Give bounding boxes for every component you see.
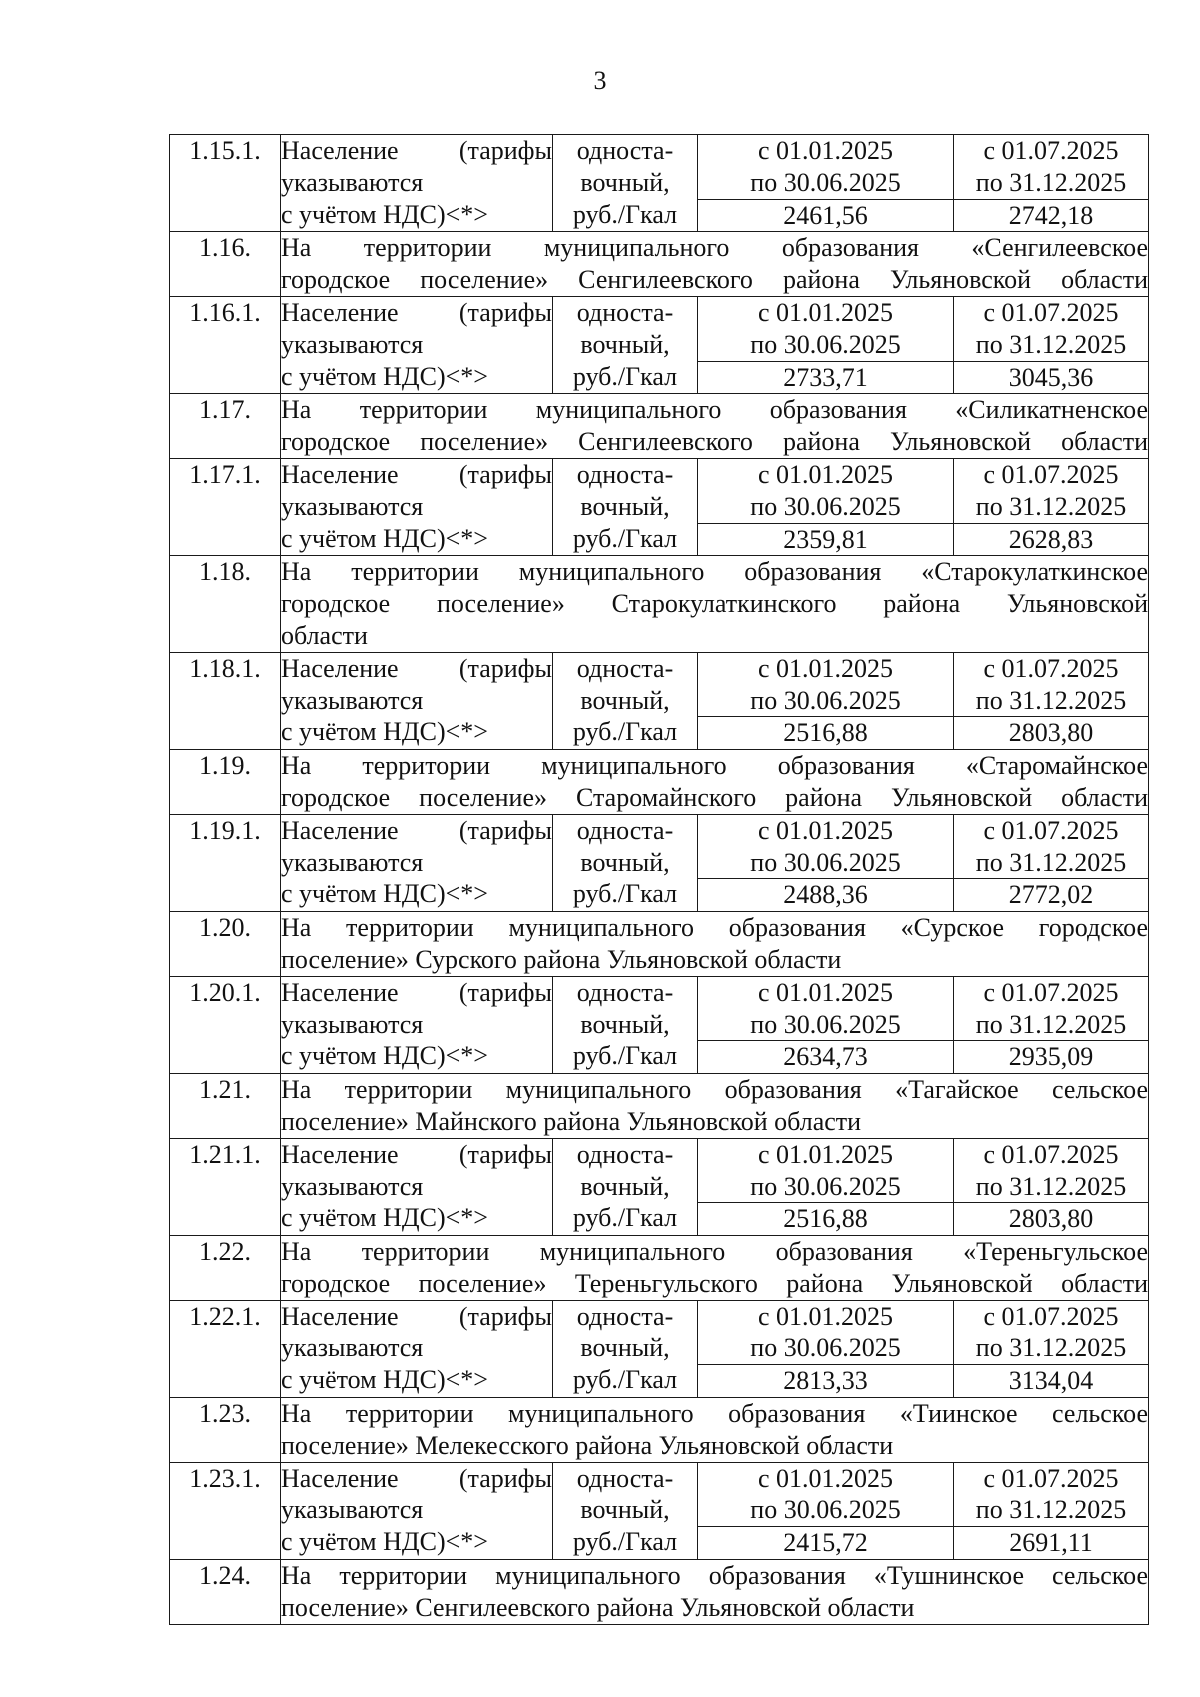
rate-type-line: односта- — [576, 977, 674, 1007]
period-line: по 30.06.2025 — [750, 1171, 901, 1201]
rate-type-line: вочный, — [580, 491, 670, 521]
consumer-category-line: Население (тарифы — [281, 136, 552, 165]
row-number: 1.20. — [170, 912, 281, 977]
territory-row — [170, 1236, 1149, 1301]
territory-description — [281, 750, 1149, 815]
consumer-category-line: Население (тарифы — [281, 653, 552, 683]
period-line: с 01.01.2025 — [757, 977, 894, 1007]
territory-line: поселение» Мелекесского района Ульяновской области — [281, 1430, 894, 1460]
territory-description — [281, 912, 1149, 977]
rate-type — [553, 652, 698, 749]
consumer-category-line: указываются — [281, 167, 424, 197]
period-line: по 31.12.2025 — [975, 847, 1127, 877]
territory-line: На территории муниципального образования «Сурское городское — [281, 913, 1148, 943]
period-line: с 01.07.2025 — [983, 815, 1119, 845]
tariff-row — [170, 458, 1149, 523]
rate-type-line: руб./Гкал — [572, 361, 678, 391]
tariff-value-second-half: 2803,80 — [954, 717, 1149, 750]
period-line: по 30.06.2025 — [750, 329, 901, 359]
rate-type — [553, 296, 698, 393]
territory-line: На территории муниципального образования «Тушнинское сельское — [281, 1561, 1148, 1591]
rate-type-line: руб./Гкал — [572, 199, 678, 229]
rate-type-line: вочный, — [580, 1495, 670, 1525]
period-line: с 01.07.2025 — [983, 459, 1119, 489]
period-first-half — [698, 135, 954, 200]
rate-type-line: руб./Гкал — [572, 1203, 678, 1233]
consumer-category — [281, 135, 553, 232]
row-number: 1.16.1. — [170, 296, 281, 393]
rate-type — [553, 1138, 698, 1235]
rate-type — [553, 1300, 698, 1397]
period-second-half — [954, 296, 1149, 361]
consumer-category-line: указываются — [281, 491, 424, 521]
period-line: с 01.01.2025 — [757, 653, 894, 683]
period-line: по 31.12.2025 — [975, 685, 1127, 715]
period-second-half — [954, 976, 1149, 1041]
territory-line: городское поселение» Сенгилеевского района Ульяновской области — [281, 265, 1148, 295]
row-number: 1.21.1. — [170, 1138, 281, 1235]
period-line: с 01.07.2025 — [983, 1301, 1119, 1331]
period-line: по 31.12.2025 — [975, 491, 1127, 521]
consumer-category-line: с учётом НДС)<*> — [281, 1527, 488, 1557]
row-number: 1.16. — [170, 232, 281, 297]
rate-type-line: руб./Гкал — [572, 523, 678, 553]
rate-type — [553, 976, 698, 1073]
period-line: с 01.01.2025 — [757, 1463, 894, 1493]
rate-type-line: односта- — [576, 1301, 674, 1331]
row-number: 1.23.1. — [170, 1462, 281, 1559]
territory-line: поселение» Майнского района Ульяновской области — [281, 1106, 862, 1136]
consumer-category-line: указываются — [281, 1171, 424, 1201]
period-first-half — [698, 458, 954, 523]
period-line: с 01.07.2025 — [983, 977, 1119, 1007]
rate-type-line: вочный, — [580, 685, 670, 715]
rate-type-line: вочный, — [580, 167, 670, 197]
tariff-row — [170, 814, 1149, 879]
consumer-category-line: указываются — [281, 1009, 424, 1039]
territory-row — [170, 1398, 1149, 1463]
period-line: по 31.12.2025 — [975, 1171, 1127, 1201]
territory-description — [281, 394, 1149, 459]
row-number: 1.15.1. — [170, 135, 281, 232]
row-number: 1.22.1. — [170, 1300, 281, 1397]
period-line: с 01.01.2025 — [757, 1139, 894, 1169]
rate-type-line: вочный, — [580, 329, 670, 359]
period-line: с 01.07.2025 — [983, 297, 1119, 327]
territory-description — [281, 1398, 1149, 1463]
period-second-half — [954, 135, 1149, 200]
period-second-half — [954, 1138, 1149, 1203]
period-line: по 31.12.2025 — [975, 329, 1127, 359]
period-second-half — [954, 1300, 1149, 1365]
consumer-category-line: Население (тарифы — [281, 1463, 552, 1493]
page-number: 3 — [593, 66, 607, 95]
territory-line: На территории муниципального образования «Старокулаткинское — [281, 557, 1148, 587]
period-line: с 01.01.2025 — [757, 136, 894, 165]
tariff-value-second-half: 2742,18 — [954, 199, 1149, 232]
tariff-row — [170, 135, 1149, 200]
period-line: по 30.06.2025 — [750, 1495, 901, 1525]
tariff-value-first-half: 2634,73 — [698, 1041, 954, 1074]
tariff-value-first-half: 2516,88 — [698, 717, 954, 750]
period-line: с 01.01.2025 — [757, 815, 894, 845]
consumer-category — [281, 652, 553, 749]
tariff-table — [169, 134, 1149, 1625]
rate-type-line: руб./Гкал — [572, 879, 678, 909]
rate-type-line: односта- — [576, 297, 674, 327]
period-line: с 01.01.2025 — [757, 1301, 894, 1331]
row-number: 1.20.1. — [170, 976, 281, 1073]
territory-line: городское поселение» Тереньгульского района Ульяновской области — [281, 1268, 1148, 1298]
territory-description — [281, 1560, 1149, 1625]
period-second-half — [954, 1462, 1149, 1527]
period-line: по 30.06.2025 — [750, 491, 901, 521]
territory-row — [170, 750, 1149, 815]
territory-line: городское поселение» Старомайнского района Ульяновской области — [281, 782, 1148, 812]
territory-description — [281, 1236, 1149, 1301]
period-line: по 31.12.2025 — [975, 1009, 1127, 1039]
territory-description — [281, 232, 1149, 297]
rate-type — [553, 135, 698, 232]
tariff-value-first-half: 2813,33 — [698, 1365, 954, 1398]
row-number: 1.17.1. — [170, 458, 281, 555]
consumer-category-line: с учётом НДС)<*> — [281, 1365, 488, 1395]
territory-line: На территории муниципального образования «Тиинское сельское — [281, 1399, 1148, 1429]
territory-line: На территории муниципального образования «Силикатненское — [281, 395, 1148, 425]
tariff-value-first-half: 2415,72 — [698, 1527, 954, 1560]
rate-type — [553, 814, 698, 911]
consumer-category-line: с учётом НДС)<*> — [281, 523, 488, 553]
territory-row — [170, 912, 1149, 977]
tariff-value-first-half: 2488,36 — [698, 879, 954, 912]
consumer-category-line: Население (тарифы — [281, 1139, 552, 1169]
consumer-category — [281, 1138, 553, 1235]
period-first-half — [698, 814, 954, 879]
rate-type — [553, 458, 698, 555]
rate-type-line: вочный, — [580, 1009, 670, 1039]
consumer-category — [281, 296, 553, 393]
tariff-row — [170, 1300, 1149, 1365]
territory-line: поселение» Сурского района Ульяновской области — [281, 944, 842, 974]
consumer-category-line: с учётом НДС)<*> — [281, 361, 488, 391]
tariff-value-first-half: 2461,56 — [698, 199, 954, 232]
consumer-category — [281, 814, 553, 911]
territory-row — [170, 232, 1149, 297]
consumer-category-line: Население (тарифы — [281, 459, 552, 489]
period-line: по 30.06.2025 — [750, 685, 901, 715]
consumer-category-line: Население (тарифы — [281, 977, 552, 1007]
tariff-value-second-half: 3045,36 — [954, 361, 1149, 394]
period-line: с 01.01.2025 — [757, 459, 894, 489]
period-line: по 30.06.2025 — [750, 847, 901, 877]
rate-type-line: вочный, — [580, 847, 670, 877]
period-line: по 30.06.2025 — [750, 167, 901, 197]
territory-line: На территории муниципального образования «Сенгилеевское — [281, 233, 1148, 263]
tariff-table-body — [170, 135, 1149, 1625]
period-first-half — [698, 976, 954, 1041]
rate-type-line: руб./Гкал — [572, 717, 678, 747]
rate-type-line: односта- — [576, 653, 674, 683]
tariff-value-second-half: 2772,02 — [954, 879, 1149, 912]
period-first-half — [698, 1138, 954, 1203]
rate-type-line: вочный, — [580, 1171, 670, 1201]
rate-type-line: руб./Гкал — [572, 1365, 678, 1395]
territory-description — [281, 556, 1149, 652]
rate-type-line: односта- — [576, 1463, 674, 1493]
territory-line: На территории муниципального образования «Старомайнское — [281, 751, 1148, 781]
period-line: по 31.12.2025 — [975, 1495, 1127, 1525]
rate-type-line: односта- — [576, 1139, 674, 1169]
row-number: 1.24. — [170, 1560, 281, 1625]
period-first-half — [698, 1300, 954, 1365]
period-line: с 01.07.2025 — [983, 1139, 1119, 1169]
rate-type-line: руб./Гкал — [572, 1527, 678, 1557]
consumer-category-line: Население (тарифы — [281, 297, 552, 327]
consumer-category — [281, 1462, 553, 1559]
tariff-row — [170, 652, 1149, 717]
territory-row — [170, 1560, 1149, 1625]
period-first-half — [698, 1462, 954, 1527]
period-line: с 01.07.2025 — [983, 1463, 1119, 1493]
period-second-half — [954, 458, 1149, 523]
row-number: 1.18.1. — [170, 652, 281, 749]
row-number: 1.19.1. — [170, 814, 281, 911]
tariff-value-first-half: 2516,88 — [698, 1203, 954, 1236]
consumer-category-line: с учётом НДС)<*> — [281, 879, 488, 909]
period-second-half — [954, 652, 1149, 717]
consumer-category-line: указываются — [281, 329, 424, 359]
territory-line: области — [281, 620, 368, 650]
territory-row — [170, 394, 1149, 459]
consumer-category-line: указываются — [281, 685, 424, 715]
tariff-value-second-half: 2935,09 — [954, 1041, 1149, 1074]
rate-type — [553, 1462, 698, 1559]
consumer-category-line: Население (тарифы — [281, 815, 552, 845]
row-number: 1.21. — [170, 1074, 281, 1139]
consumer-category-line: Население (тарифы — [281, 1301, 552, 1331]
territory-line: городское поселение» Сенгилеевского района Ульяновской области — [281, 427, 1148, 457]
period-first-half — [698, 296, 954, 361]
tariff-value-first-half: 2733,71 — [698, 361, 954, 394]
period-line: с 01.07.2025 — [983, 653, 1119, 683]
period-first-half — [698, 652, 954, 717]
consumer-category-line: с учётом НДС)<*> — [281, 1203, 488, 1233]
tariff-value-second-half: 2691,11 — [954, 1527, 1149, 1560]
territory-line: На территории муниципального образования «Тагайское сельское — [281, 1075, 1148, 1105]
consumer-category-line: с учётом НДС)<*> — [281, 717, 488, 747]
period-line: по 31.12.2025 — [975, 167, 1127, 197]
consumer-category-line: с учётом НДС)<*> — [281, 199, 488, 229]
period-line: с 01.07.2025 — [983, 136, 1119, 165]
consumer-category — [281, 458, 553, 555]
tariff-row — [170, 1462, 1149, 1527]
territory-line: поселение» Сенгилеевского района Ульяновской области — [281, 1592, 915, 1622]
period-line: по 30.06.2025 — [750, 1333, 901, 1363]
territory-line: городское поселение» Старокулаткинского района Ульяновской — [281, 589, 1148, 619]
rate-type-line: односта- — [576, 815, 674, 845]
consumer-category-line: указываются — [281, 847, 424, 877]
tariff-row — [170, 1138, 1149, 1203]
period-line: по 31.12.2025 — [975, 1333, 1127, 1363]
rate-type-line: руб./Гкал — [572, 1041, 678, 1071]
tariff-row — [170, 296, 1149, 361]
consumer-category — [281, 1300, 553, 1397]
period-second-half — [954, 814, 1149, 879]
row-number: 1.22. — [170, 1236, 281, 1301]
tariff-value-second-half: 2628,83 — [954, 523, 1149, 556]
rate-type-line: односта- — [576, 459, 674, 489]
row-number: 1.18. — [170, 556, 281, 652]
rate-type-line: односта- — [576, 136, 674, 165]
consumer-category-line: с учётом НДС)<*> — [281, 1041, 488, 1071]
tariff-value-second-half: 3134,04 — [954, 1365, 1149, 1398]
territory-description — [281, 1074, 1149, 1139]
territory-line: На территории муниципального образования «Тереньгульское — [281, 1237, 1148, 1267]
period-line: с 01.01.2025 — [757, 297, 894, 327]
consumer-category — [281, 976, 553, 1073]
tariff-value-second-half: 2803,80 — [954, 1203, 1149, 1236]
row-number: 1.17. — [170, 394, 281, 459]
tariff-row — [170, 976, 1149, 1041]
rate-type-line: вочный, — [580, 1333, 670, 1363]
territory-row — [170, 1074, 1149, 1139]
consumer-category-line: указываются — [281, 1495, 424, 1525]
period-line: по 30.06.2025 — [750, 1009, 901, 1039]
row-number: 1.19. — [170, 750, 281, 815]
consumer-category-line: указываются — [281, 1333, 424, 1363]
territory-row — [170, 556, 1149, 652]
tariff-value-first-half: 2359,81 — [698, 523, 954, 556]
row-number: 1.23. — [170, 1398, 281, 1463]
